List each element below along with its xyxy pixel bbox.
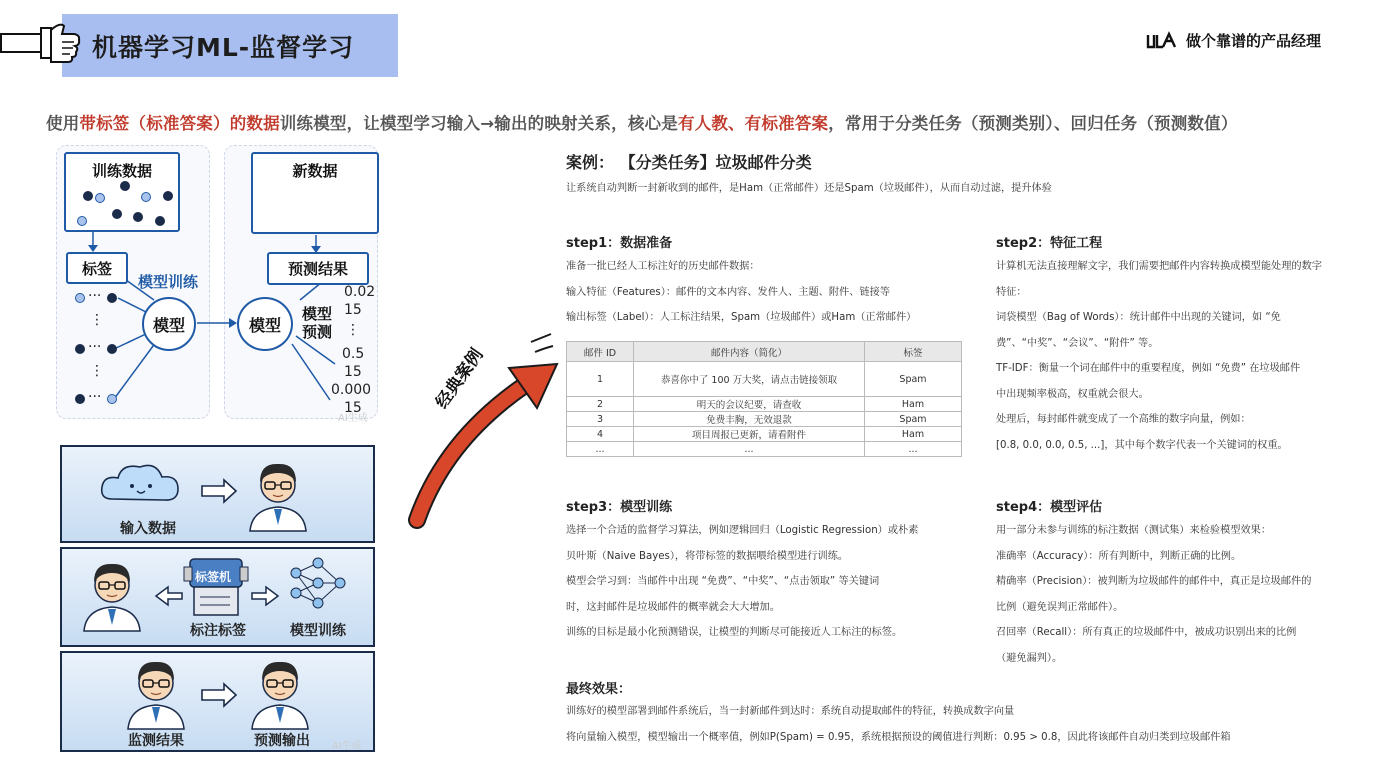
vertical-ellipsis: ⋮ — [90, 363, 104, 379]
pred-value: 0.5 — [342, 346, 365, 362]
cartoon-label: 模型训练 — [290, 623, 346, 639]
intro-text: 使用带标签（标准答案）的数据训练模型，让模型学习输入→输出的映射关系，核心是有人教、有标准答案，常用于分类任务（预测类别）、回归任务（预测数值） — [46, 114, 1238, 133]
step3-line: 时，这封邮件是垃圾邮件的概率就会大大增加。 — [566, 601, 780, 613]
table-header: 邮件内容（简化） — [634, 342, 865, 362]
data-point — [112, 209, 122, 219]
step1-line: 准备一批已经人工标注好的历史邮件数据： — [566, 261, 760, 272]
table-cell: Spam — [865, 362, 962, 397]
watermark: AI生成 — [338, 413, 368, 424]
cartoon-label: 标注标签 — [190, 623, 246, 639]
arrow-left-icon — [156, 587, 182, 605]
ellipsis: ··· — [88, 389, 102, 405]
step2-line: TF-IDF：衡量一个词在邮件中的重要程度，例如 “免费” 在垃圾邮件 — [996, 363, 1301, 374]
table-cell: ... — [634, 442, 865, 457]
pred-value: 15 — [344, 364, 362, 380]
brand — [1146, 30, 1321, 51]
data-point — [155, 216, 165, 226]
table-header: 邮件 ID — [567, 342, 634, 362]
sample-dot — [75, 394, 85, 404]
label-box: 标签 — [66, 252, 128, 284]
data-point — [120, 181, 130, 191]
pred-value: 15 — [344, 400, 362, 416]
ellipsis: ··· — [88, 339, 102, 355]
step2-line: 费”、“中奖”、“会议”、“附件” 等。 — [996, 337, 1159, 349]
data-point — [133, 212, 143, 222]
labeler-sign: 标签机 — [195, 570, 232, 584]
brand-name: 做个靠谱的产品经理 — [1186, 32, 1322, 50]
prediction-result-box: 预测结果 — [267, 252, 369, 285]
table-cell: Ham — [865, 397, 962, 412]
watermark: AI生成 — [332, 741, 362, 752]
table-cell: 1 — [567, 362, 634, 397]
brand-logo-icon — [1146, 31, 1180, 51]
pred-value: 0.02 — [344, 284, 376, 300]
vertical-ellipsis: ⋮ — [90, 312, 104, 328]
final-title: 最终效果： — [566, 682, 632, 697]
data-point — [141, 192, 151, 202]
intro-highlight: 有人教、有标准答案 — [677, 114, 829, 133]
model-circle: 模型 — [142, 297, 196, 351]
step2-line: 计算机无法直接理解文字，我们需要把邮件内容转换成模型能处理的数字 — [996, 261, 1322, 272]
cartoon-label: 输入数据 — [120, 521, 176, 537]
step4-title: step4：模型评估 — [996, 500, 1103, 515]
step4-line: 召回率（Recall）：所有真正的垃圾邮件中，被成功识别出来的比例 — [996, 627, 1297, 638]
step2-line: 处理后，每封邮件就变成了一个高维的数字向量，例如： — [996, 414, 1251, 425]
intro-highlight: 带标签（标准答案）的数据 — [79, 114, 280, 133]
step3-body — [566, 518, 918, 646]
step2-title: step2：特征工程 — [996, 236, 1103, 251]
neural-network-icon — [291, 558, 345, 608]
case-arrow-text: 经典案例 — [432, 345, 488, 413]
sample-dot — [75, 293, 85, 303]
step4-body — [996, 518, 1311, 671]
mail-table — [566, 341, 962, 457]
step2-body — [996, 254, 1322, 458]
pred-value: 0.000 — [331, 382, 372, 398]
pred-value: ⋮ — [346, 322, 360, 338]
sample-dot — [75, 344, 85, 354]
ellipsis: ··· — [88, 288, 102, 304]
step4-line: 精确率（Precision）：被判断为垃圾邮件的邮件中，真正是垃圾邮件的 — [996, 576, 1312, 587]
sample-dot — [107, 344, 117, 354]
table-row — [567, 397, 962, 412]
cartoon-label: 预测输出 — [254, 733, 310, 749]
step1-line: 输出标签（Label）：人工标注结果，Spam（垃圾邮件）或Ham（正常邮件） — [566, 312, 917, 323]
table-row — [567, 362, 962, 397]
data-point — [163, 191, 173, 201]
model-training-label: 模型训练 — [138, 273, 199, 291]
table-cell: 项目周报已更新，请看附件 — [634, 427, 865, 442]
table-row — [567, 412, 962, 427]
pred-value: 15 — [344, 302, 362, 318]
step2-line: [0.8, 0.0, 0.0, 0.5, ...]，其中每个数字代表一个关键词的权重。 — [996, 439, 1288, 451]
data-point — [95, 193, 105, 203]
final-line: 训练好的模型部署到邮件系统后，当一封新邮件到达时：系统自动提取邮件的特征，转换成数字向量 — [566, 706, 1015, 717]
table-cell: 4 — [567, 427, 634, 442]
step4-line: 准确率（Accuracy）：所有判断中，判断正确的比例。 — [996, 550, 1242, 562]
cartoon-art — [60, 445, 372, 749]
page-title: 机器学习ML-监督学习 — [92, 33, 355, 62]
table-cell: ... — [865, 442, 962, 457]
step4-line: （避免漏判）。 — [996, 652, 1063, 664]
case-arrow-icon — [405, 330, 575, 530]
table-row — [567, 427, 962, 442]
step2-line: 中出现频率极高，权重就会很大。 — [996, 388, 1149, 400]
data-point — [83, 191, 93, 201]
cartoon-label: 监测结果 — [128, 733, 184, 749]
case-title: 案例： 【分类任务】垃圾邮件分类 — [566, 153, 812, 172]
step3-line: 训练的目标是最小化预测错误，让模型的判断尽可能接近人工标注的标签。 — [566, 627, 903, 638]
table-row — [567, 442, 962, 457]
step3-line: 模型会学习到：当邮件中出现 “免费”、“中奖”、“点击领取” 等关键词 — [566, 576, 880, 587]
training-data-box: 训练数据 — [64, 152, 180, 232]
model-prediction-label: 模型 预测 — [302, 305, 333, 341]
table-header-row — [567, 342, 962, 362]
model-circle: 模型 — [237, 297, 293, 351]
step1-title: step1：数据准备 — [566, 236, 673, 251]
step3-line: 贝叶斯（Naive Bayes），将带标签的数据喂给模型进行训练。 — [566, 550, 849, 562]
sample-dot — [107, 394, 117, 404]
table-cell: 明天的会议纪要，请查收 — [634, 397, 865, 412]
cloud-icon — [102, 465, 178, 500]
table-cell: Ham — [865, 427, 962, 442]
table-cell: 2 — [567, 397, 634, 412]
step4-line: 比例（避免误判正常邮件）。 — [996, 601, 1124, 613]
step3-line: 选择一个合适的监督学习算法，例如逻辑回归（Logistic Regression）或朴素 — [566, 525, 919, 536]
table-header: 标签 — [865, 342, 962, 362]
final-line: 将向量输入模型，模型输出一个概率值，例如P(Spam) = 0.95，系统根据预设的阈值进行判断：0.95 > 0.8，因此将该邮件自动归类到垃圾邮件箱 — [566, 732, 1231, 743]
table-cell: 3 — [567, 412, 634, 427]
data-point — [77, 216, 87, 226]
step4-line: 用一部分未参与训练的标注数据（测试集）来检验模型效果： — [996, 525, 1272, 536]
table-cell: ... — [567, 442, 634, 457]
case-desc: 让系统自动判断一封新收到的邮件，是Ham（正常邮件）还是Spam（垃圾邮件），从而自动过滤，提升体验 — [566, 183, 1052, 194]
step2-line: 词袋模型（Bag of Words）：统计邮件中出现的关键词，如 “免 — [996, 312, 1281, 323]
arrow-right-icon — [252, 587, 278, 605]
table-cell: 免费丰胸，无效退款 — [634, 412, 865, 427]
sample-dot — [107, 293, 117, 303]
step2-line: 特征： — [996, 286, 1027, 298]
new-data-box: 新数据 — [251, 152, 379, 234]
table-cell: Spam — [865, 412, 962, 427]
step1-line: 输入特征（Features）：邮件的文本内容、发件人、主题、附件、链接等 — [566, 287, 890, 298]
step3-title: step3：模型训练 — [566, 500, 673, 515]
table-cell: 恭喜你中了 100 万大奖，请点击链接领取 — [634, 362, 865, 397]
